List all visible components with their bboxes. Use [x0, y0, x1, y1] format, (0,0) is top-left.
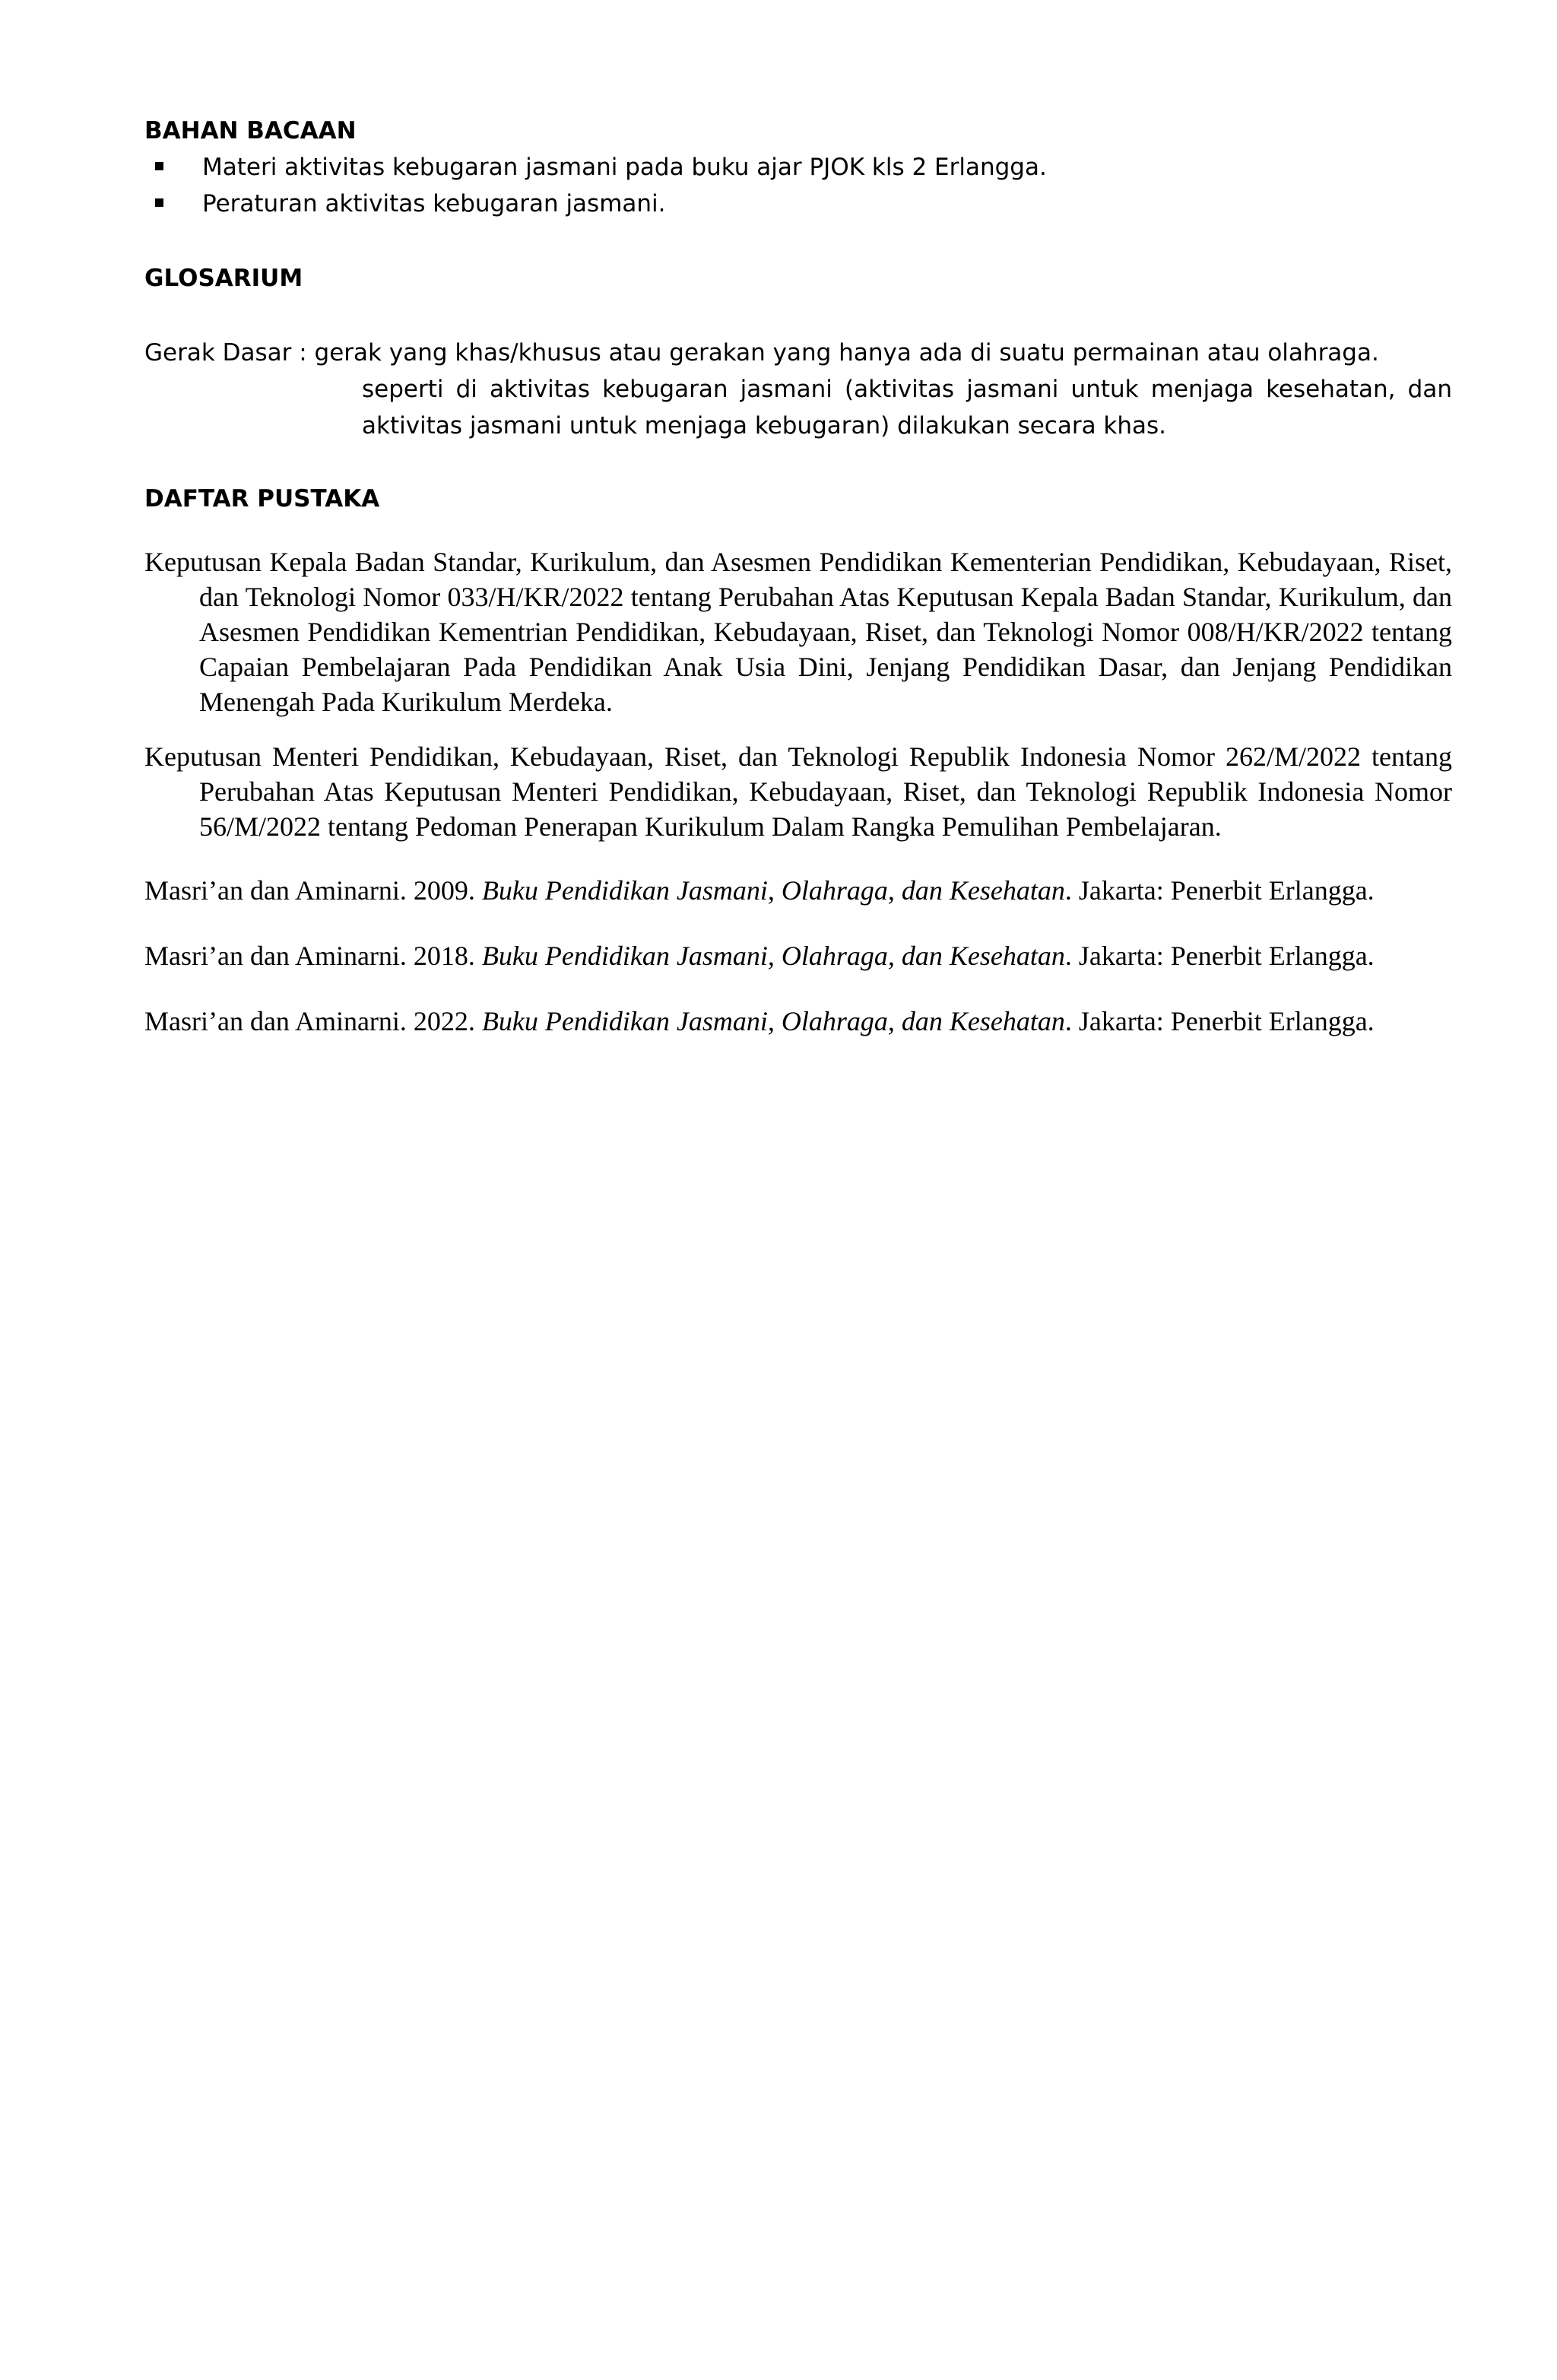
- glossary-term-line: Gerak Dasar : gerak yang khas/khusus atau gerakan yang hanya ada di suatu permainan atau olahraga.: [144, 339, 1379, 367]
- bahan-bacaan-heading: BAHAN BACAAN: [144, 117, 357, 144]
- list-item: [144, 186, 1452, 222]
- reference-text: Masri’an dan Aminarni. 2009.: [144, 875, 482, 906]
- reference-publisher: . Jakarta: Penerbit Erlangga.: [1064, 1006, 1375, 1036]
- reference-item: [144, 873, 1452, 908]
- list-item-text: Materi aktivitas kebugaran jasmani pada buku ajar PJOK kls 2 Erlangga.: [202, 154, 1047, 181]
- daftar-pustaka-section: [144, 481, 1452, 1039]
- reference-publisher: . Jakarta: Penerbit Erlangga.: [1064, 941, 1375, 971]
- reference-item: [144, 1004, 1452, 1039]
- daftar-pustaka-heading: DAFTAR PUSTAKA: [144, 485, 380, 512]
- glosarium-section: [144, 260, 1452, 444]
- square-bullet-icon: [155, 162, 163, 170]
- bahan-bacaan-section: [144, 113, 1452, 222]
- reference-title: Buku Pendidikan Jasmani, Olahraga, dan Kesehatan: [481, 941, 1065, 971]
- reference-item: [144, 938, 1452, 973]
- glosarium-heading: GLOSARIUM: [144, 265, 303, 292]
- reference-text: Masri’an dan Aminarni. 2022.: [144, 1006, 482, 1036]
- reference-item: [144, 544, 1452, 719]
- glossary-definition-continuation: seperti di aktivitas kebugaran jasmani (aktivitas jasmani untuk menjaga kesehatan, dan aktivitas jasmani untuk menjaga kebugaran) dilakukan secara khas.: [362, 376, 1452, 440]
- reference-item: [144, 739, 1452, 844]
- reference-title: Buku Pendidikan Jasmani, Olahraga, dan Kesehatan: [481, 1006, 1065, 1036]
- bahan-bacaan-list: [144, 149, 1452, 222]
- square-bullet-icon: [155, 198, 163, 207]
- reference-text: Masri’an dan Aminarni. 2018.: [144, 941, 482, 971]
- glossary-entry: [144, 335, 1452, 444]
- list-item: [144, 149, 1452, 186]
- reference-text: Keputusan Kepala Badan Standar, Kurikulum, dan Asesmen Pendidikan Kementerian Pendidikan, Kebudayaan, Riset, dan Teknologi Nomor 033/H/KR/2022 tentang Perubahan Atas Keputusan Kepala Badan Standar, Kurikulum, dan Asesmen Pendidikan Kementrian Pendidikan, Kebudayaan, Riset, dan Teknologi Nomor 008/H/KR/2022 tentang Capaian Pembelajaran Pada Pendidikan Anak Usia Dini, Jenjang Pendidikan Dasar, dan Jenjang Pendidikan Menengah Pada Kurikulum Merdeka.: [144, 547, 1452, 717]
- list-item-text: Peraturan aktivitas kebugaran jasmani.: [202, 190, 666, 217]
- page-content: [144, 113, 1452, 1039]
- reference-title: Buku Pendidikan Jasmani, Olahraga, dan Kesehatan: [481, 875, 1065, 906]
- reference-publisher: . Jakarta: Penerbit Erlangga.: [1064, 875, 1375, 906]
- reference-text: Keputusan Menteri Pendidikan, Kebudayaan, Riset, dan Teknologi Republik Indonesia Nomor 262/M/2022 tentang Perubahan Atas Keputusan Menteri Pendidikan, Kebudayaan, Riset, dan Teknologi Republik Indonesia Nomor 56/M/2022 tentang Pedoman Penerapan Kurikulum Dalam Rangka Pemulihan Pembelajaran.: [144, 741, 1452, 842]
